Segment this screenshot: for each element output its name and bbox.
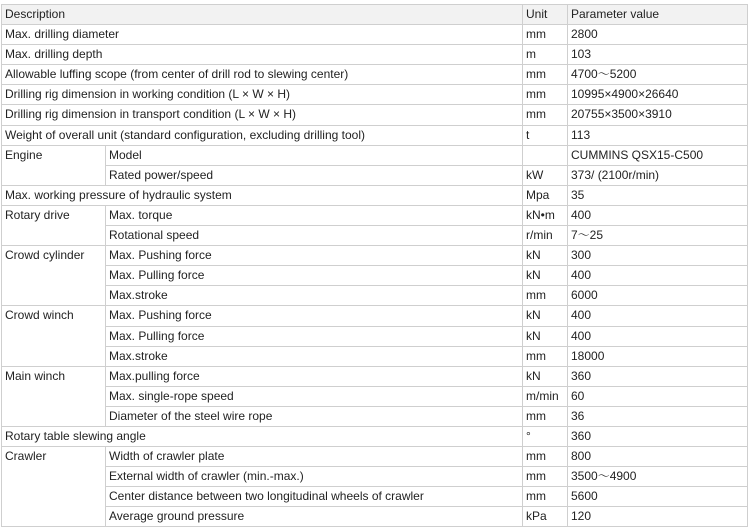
param-unit: mm [523, 65, 568, 85]
param-unit: m [523, 45, 568, 65]
param-value: 300 [568, 246, 748, 266]
param-unit: kN [523, 306, 568, 326]
param-value: 120 [568, 507, 748, 527]
param-label: Max.pulling force [106, 366, 523, 386]
table-row [2, 326, 748, 346]
param-value: 10995×4900×26640 [568, 85, 748, 105]
param-value: 400 [568, 205, 748, 225]
param-unit: mm [523, 467, 568, 487]
param-unit: r/min [523, 226, 568, 246]
param-value: 2800 [568, 25, 748, 45]
param-value: 103 [568, 45, 748, 65]
param-value: 360 [568, 366, 748, 386]
param-value: CUMMINS QSX15-C500 [568, 145, 748, 165]
param-unit: t [523, 125, 568, 145]
param-label: Max. Pulling force [106, 266, 523, 286]
table-row [2, 386, 748, 406]
group-label-rotary-drive: Rotary drive [2, 205, 106, 245]
table-row [2, 205, 748, 225]
group-label-engine: Engine [2, 145, 106, 185]
param-unit: mm [523, 85, 568, 105]
param-label: Max.stroke [106, 286, 523, 306]
param-label: Drilling rig dimension in transport condition (L × W × H) [2, 105, 523, 125]
table-row [2, 306, 748, 326]
header-value: Parameter value [568, 5, 748, 25]
table-row [2, 447, 748, 467]
table-row [2, 125, 748, 145]
param-label: Max. torque [106, 205, 523, 225]
param-value: 35 [568, 185, 748, 205]
param-unit: mm [523, 447, 568, 467]
param-value: 5600 [568, 487, 748, 507]
param-label: Max. single-rope speed [106, 386, 523, 406]
param-value: 113 [568, 125, 748, 145]
table-row [2, 266, 748, 286]
param-unit: mm [523, 105, 568, 125]
table-row [2, 105, 748, 125]
param-label: Drilling rig dimension in working condition (L × W × H) [2, 85, 523, 105]
param-label: Model [106, 145, 523, 165]
table-row [2, 226, 748, 246]
param-label: Max. Pulling force [106, 326, 523, 346]
spec-table [1, 4, 748, 527]
param-unit: kN [523, 366, 568, 386]
param-label: Center distance between two longitudinal wheels of crawler [106, 487, 523, 507]
table-row [2, 507, 748, 527]
group-label-crawler: Crawler [2, 447, 106, 527]
param-value: 400 [568, 326, 748, 346]
group-label-crowd-cylinder: Crowd cylinder [2, 246, 106, 306]
param-value: 36 [568, 406, 748, 426]
param-label: Rotational speed [106, 226, 523, 246]
table-row [2, 45, 748, 65]
param-label: Max. Pushing force [106, 306, 523, 326]
param-label: Weight of overall unit (standard configuration, excluding drilling tool) [2, 125, 523, 145]
param-label: Allowable luffing scope (from center of drill rod to slewing center) [2, 65, 523, 85]
param-unit: mm [523, 487, 568, 507]
table-row [2, 85, 748, 105]
param-value: 4700～5200 [568, 65, 748, 85]
param-label: Max. drilling diameter [2, 25, 523, 45]
param-value: 400 [568, 266, 748, 286]
table-row [2, 487, 748, 507]
param-unit: Mpa [523, 185, 568, 205]
table-row [2, 366, 748, 386]
param-label: External width of crawler (min.-max.) [106, 467, 523, 487]
param-unit: kN [523, 246, 568, 266]
param-label: Average ground pressure [106, 507, 523, 527]
param-value: 18000 [568, 346, 748, 366]
table-row [2, 467, 748, 487]
param-unit: ° [523, 426, 568, 446]
param-value: 6000 [568, 286, 748, 306]
param-unit: mm [523, 286, 568, 306]
table-row [2, 185, 748, 205]
param-label: Width of crawler plate [106, 447, 523, 467]
param-unit: mm [523, 346, 568, 366]
param-label: Rated power/speed [106, 165, 523, 185]
param-unit: mm [523, 406, 568, 426]
param-value: 360 [568, 426, 748, 446]
table-row [2, 145, 748, 165]
param-unit: kPa [523, 507, 568, 527]
param-label: Max.stroke [106, 346, 523, 366]
header-description: Description [2, 5, 523, 25]
table-row [2, 65, 748, 85]
param-value: 3500～4900 [568, 467, 748, 487]
param-label: Max. working pressure of hydraulic system [2, 185, 523, 205]
param-value: 800 [568, 447, 748, 467]
table-row [2, 406, 748, 426]
param-value: 400 [568, 306, 748, 326]
header-unit: Unit [523, 5, 568, 25]
param-value: 20755×3500×3910 [568, 105, 748, 125]
param-unit: m/min [523, 386, 568, 406]
param-label: Max. Pushing force [106, 246, 523, 266]
param-unit: kN•m [523, 205, 568, 225]
header-row [2, 5, 748, 25]
table-row [2, 246, 748, 266]
param-label: Diameter of the steel wire rope [106, 406, 523, 426]
table-row [2, 165, 748, 185]
group-label-main-winch: Main winch [2, 366, 106, 426]
group-label-crowd-winch: Crowd winch [2, 306, 106, 366]
table-row [2, 25, 748, 45]
table-row [2, 426, 748, 446]
table-row [2, 286, 748, 306]
param-unit: mm [523, 25, 568, 45]
table-row [2, 346, 748, 366]
param-value: 60 [568, 386, 748, 406]
param-unit: kW [523, 165, 568, 185]
param-label: Rotary table slewing angle [2, 426, 523, 446]
param-label: Max. drilling depth [2, 45, 523, 65]
param-unit: kN [523, 266, 568, 286]
param-unit: kN [523, 326, 568, 346]
param-unit [523, 145, 568, 165]
param-value: 373/ (2100r/min) [568, 165, 748, 185]
param-value: 7～25 [568, 226, 748, 246]
